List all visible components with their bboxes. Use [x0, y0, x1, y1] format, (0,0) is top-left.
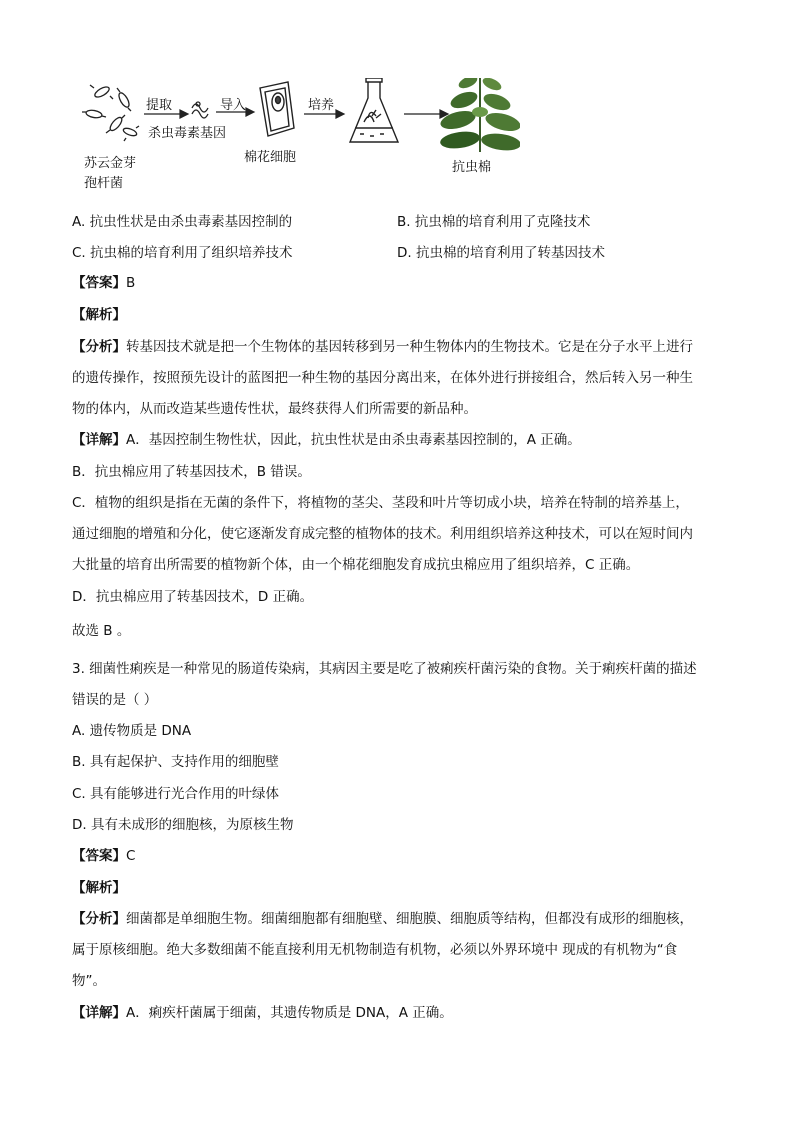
q2-xiangjie-a — [72, 430, 581, 450]
q2-answer-value: B — [126, 275, 136, 291]
q3-xiangjie-a — [72, 1003, 453, 1023]
q3-xiangjie-a-text: A．痢疾杆菌属于细菌，其遗传物质是 DNA，A 正确。 — [126, 1005, 453, 1021]
q2-answer — [72, 273, 135, 293]
arrow-grow — [404, 110, 448, 118]
q2-xiangjie-c3: 大批量的培育出所需要的植物新个体，由一个棉花细胞发育成抗虫棉应用了组织培养，C 正确。 — [72, 557, 640, 573]
bacteria-label-line1: 苏云金芽 — [84, 156, 137, 171]
q3-fenxi-line2: 属于原核细胞。绝大多数细菌不能直接利用无机物制造有机物，必须以外界环境中 现成的有机物为“食 — [72, 942, 678, 958]
cotton-cell-illustration — [260, 82, 294, 136]
arrow-culture-label: 培养 — [308, 98, 335, 113]
culture-flask-illustration — [350, 78, 398, 142]
q3-fenxi-line3: 物”。 — [72, 973, 106, 989]
q3-answer-tag: 【答案】 — [72, 848, 126, 864]
cotton-cell-label: 棉花细胞 — [244, 150, 297, 165]
q2-option-c: C. 抗虫棉的培育利用了组织培养技术 — [72, 245, 293, 261]
q3-answer — [72, 846, 135, 866]
q2-xiangjie-c2: 通过细胞的增殖和分化，使它逐渐发育成完整的植物体的技术。利用组织培养这种技术，可以在短时间内 — [72, 526, 693, 542]
cotton-plant-illustration — [439, 78, 520, 153]
q2-option-a: A. 抗虫性状是由杀虫毒素基因控制的 — [72, 214, 293, 230]
q3-option-a: A. 遗传物质是 DNA — [72, 723, 192, 739]
arrow-extract-label: 提取 — [146, 98, 173, 113]
q3-fenxi-text1: 细菌都是单细胞生物。细菌细胞都有细胞壁、细胞膜、细胞质等结构，但都没有成形的细胞核， — [126, 911, 693, 927]
q3-xiangjie-tag: 【详解】 — [72, 1005, 126, 1021]
q2-fenxi-text1: 转基因技术就是把一个生物体的基因转移到另一种生物体内的生物技术。它是在分子水平上进行 — [126, 339, 693, 355]
q2-answer-tag: 【答案】 — [72, 275, 126, 291]
q2-option-b: B. 抗虫棉的培育利用了克隆技术 — [397, 214, 591, 230]
q3-option-c: C. 具有能够进行光合作用的叶绿体 — [72, 786, 280, 802]
q3-stem-line1: 3. 细菌性痢疾是一种常见的肠道传染病，其病因主要是吃了被痢疾杆菌污染的食物。关于痢疾杆菌的描述 — [72, 661, 697, 677]
q2-xiangjie-c1: C．植物的组织是指在无菌的条件下，将植物的茎尖、茎段和叶片等切成小块，培养在特制的培养基上， — [72, 495, 689, 511]
gene-label: 杀虫毒素基因 — [148, 126, 227, 141]
arrow-import-label: 导入 — [220, 98, 247, 113]
q2-xiangjie-tag: 【详解】 — [72, 432, 126, 448]
q3-stem-line2: 错误的是（ ） — [72, 692, 158, 708]
cotton-plant-label: 抗虫棉 — [452, 160, 492, 175]
q3-fenxi-tag: 【分析】 — [72, 911, 126, 927]
q2-fenxi-line3: 物的体内，从而改造某些遗传性状，最终获得人们所需要的新品种。 — [72, 401, 477, 417]
q3-analysis-tag: 【解析】 — [72, 880, 126, 896]
process-figure — [80, 78, 520, 198]
q3-fenxi-line1 — [72, 909, 693, 929]
q2-xiangjie-a-text: A．基因控制生物性状，因此，抗虫性状是由杀虫毒素基因控制的，A 正确。 — [126, 432, 581, 448]
q3-option-b: B. 具有起保护、支持作用的细胞壁 — [72, 754, 279, 770]
q2-conclusion: 故选 B 。 — [72, 623, 131, 639]
q3-answer-value: C — [126, 848, 136, 864]
bacteria-illustration — [82, 85, 139, 141]
bacteria-label-line2: 孢杆菌 — [84, 176, 124, 191]
q2-fenxi-line2: 的遗传操作，按照预先设计的蓝图把一种生物的基因分离出来，在体外进行拼接组合，然后转入另一种生 — [72, 370, 693, 386]
q2-option-d: D. 抗虫棉的培育利用了转基因技术 — [397, 245, 605, 261]
q2-xiangjie-d: D．抗虫棉应用了转基因技术，D 正确。 — [72, 589, 314, 605]
q2-fenxi-line1 — [72, 337, 693, 357]
q2-analysis-tag: 【解析】 — [72, 307, 126, 323]
q3-option-d: D. 具有未成形的细胞核，为原核生物 — [72, 817, 294, 833]
q2-xiangjie-b: B．抗虫棉应用了转基因技术，B 错误。 — [72, 464, 311, 480]
gene-illustration — [192, 102, 208, 118]
q2-fenxi-tag: 【分析】 — [72, 339, 126, 355]
